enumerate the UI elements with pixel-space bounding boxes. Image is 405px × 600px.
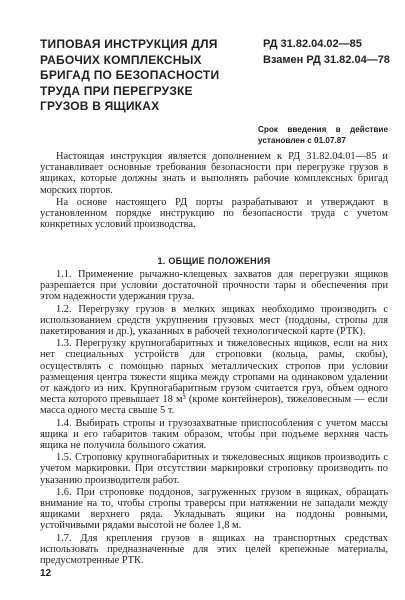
section-paragraph: 1.1. Применение рычажно-клещевых захватов для перегрузки ящиков разрешается при условии достаточной прочности тары и обеспечения при этом надежности удержания груза. bbox=[40, 269, 388, 303]
section-paragraph: 1.3. Перегрузку крупногабаритных и тяжеловесных ящиков, если на них нет специальных устройств для строповки (кольца, рамы, скобы), осуществлять с помощью парных металлических стропов при условии размещения центра тяжести ящика между стропами на одинаковом удалении от каждого из них. Крупногабаритным грузом считается груз, объем одного места которого превышает 18 м³ (кроме контейнеров), тяжеловесным — если масса одного места свыше 5 т. bbox=[40, 338, 388, 417]
section-paragraph: 1.5. Строповку крупногабаритных и тяжеловесных ящиков производить с учетом маркировки. При отсутствии маркировки строповку производить по указанию производителя работ. bbox=[40, 452, 388, 486]
title-line: ГРУЗОВ В ЯЩИКАХ bbox=[40, 99, 160, 113]
section-paragraph: 1.2. Перегрузку грузов в мелких ящиках необходимо производить с использованием средств укрупнения грузовых мест (поддоны, стропы для пакетирования и др.), указанных в рабочей технологической карте (РТК). bbox=[40, 303, 388, 338]
title-line: РАБОЧИХ КОМПЛЕКСНЫХ bbox=[40, 52, 202, 67]
section-paragraph: 1.6. При строповке поддонов, загруженных грузом в ящиках, обращать внимание на то, чтобы стропы траверсы при натяжении не западали между ящиками верхнего ряда. Укладывать ящики на поддоны ровными, устойчивыми рядами высотой не более 1,8 м. bbox=[40, 486, 388, 532]
section-title: 1. ОБЩИЕ ПОЛОЖЕНИЯ bbox=[157, 256, 271, 266]
title-line: БРИГАД ПО БЕЗОПАСНОСТИ bbox=[40, 68, 220, 82]
section-body bbox=[40, 269, 388, 567]
page-number: 12 bbox=[40, 568, 52, 579]
section-paragraph: 1.4. Выбирать стропы и грузозахватные приспособления с учетом массы ящика и его габаритов таким образом, чтобы при подъеме верхняя часть ящика не получила большого сжатия. bbox=[40, 417, 388, 452]
document-title bbox=[40, 37, 252, 115]
intro-text bbox=[40, 151, 388, 231]
effective-date: Срок введения в действие установлен с 01.07.87 bbox=[258, 125, 388, 145]
section-paragraph: 1.7. Для крепления грузов в ящиках на транспортных средствах использовать предназначенные для этих целей крепежные материалы, предусмотренные РТК. bbox=[40, 532, 388, 567]
intro-paragraph: Настоящая инструкция является дополнением к РД 31.82.04.01—85 и устанавливает основные требования безопасности при перегрузке грузов в ящиках, которые должны знать и выполнять рабочие комплексных бригад морских портов. bbox=[40, 151, 388, 196]
replaces-code: Взамен РД 31.82.04—78 bbox=[263, 53, 390, 66]
document-codes bbox=[263, 37, 403, 68]
title-line: ТИПОВАЯ ИНСТРУКЦИЯ ДЛЯ bbox=[40, 37, 218, 51]
title-line: ТРУДА ПРИ ПЕРЕГРУЗКЕ bbox=[40, 83, 193, 98]
intro-paragraph: На основе настоящего РД порты разрабатывают и утверждают в установленном порядке инструкцию по безопасности труда с учетом конкретных условий производства. bbox=[40, 196, 388, 231]
doc-code: РД 31.82.04.02—85 bbox=[263, 38, 362, 50]
